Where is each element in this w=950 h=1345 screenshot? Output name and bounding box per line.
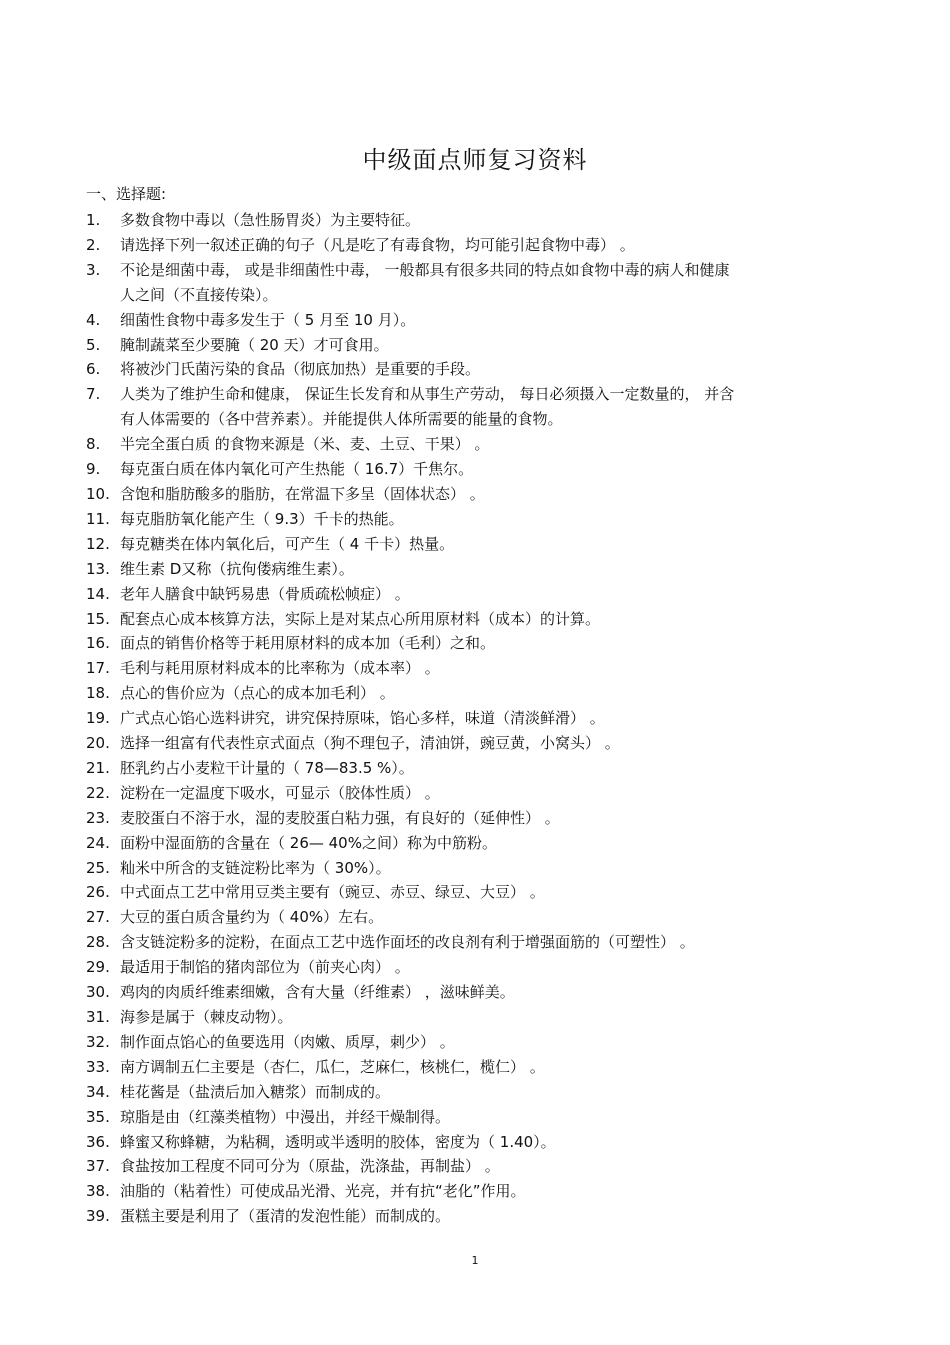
item-text: 制作面点馅心的鱼要选用（肉嫩、质厚，刺少） 。 — [120, 1032, 455, 1051]
item-number: 2. — [86, 235, 101, 254]
item-number: 9. — [86, 460, 101, 479]
item-number: 36. — [86, 1132, 110, 1151]
item-text: 每克糖类在体内氧化后，可产生（ 4 千卡）热量。 — [120, 534, 455, 553]
list-item — [86, 607, 886, 632]
item-number: 33. — [86, 1057, 110, 1076]
item-number: 11. — [86, 509, 110, 528]
item-number: 14. — [86, 584, 110, 603]
list-item — [86, 731, 886, 756]
page-title: 中级面点师复习资料 — [362, 146, 588, 174]
item-text: 将被沙门氏菌污染的食品（彻底加热）是重要的手段。 — [120, 360, 481, 379]
list-item — [86, 1030, 886, 1055]
item-number: 1. — [86, 211, 101, 229]
item-text: 淀粉在一定温度下吸水，可显示（胶体性质） 。 — [120, 783, 440, 802]
item-number: 7. — [86, 385, 101, 404]
page-number: 1 — [471, 1254, 479, 1267]
list-item — [86, 781, 886, 806]
list-item — [86, 308, 886, 333]
item-number: 26. — [86, 883, 110, 902]
item-text: 蛋糕主要是利用了（蛋清的发泡性能）而制成的。 — [120, 1207, 451, 1226]
item-number: 15. — [86, 609, 110, 628]
item-text: 麦胶蛋白不溶于水，湿的麦胶蛋白粘力强，有良好的（延伸性） 。 — [120, 808, 560, 827]
item-text: 蜂蜜又称蜂糖，为粘稠，透明或半透明的胶体，密度为（ 1.40）。 — [120, 1132, 556, 1151]
item-text-continuation: 人之间（不直接传染）。 — [120, 285, 278, 304]
item-number: 27. — [86, 908, 110, 927]
item-text: 琼脂是由（红藻类植物）中漫出，并经干燥制得。 — [120, 1107, 451, 1126]
list-item — [86, 208, 886, 233]
list-item — [86, 756, 886, 781]
item-text: 最适用于制馅的猪肉部位为（前夹心肉） 。 — [120, 958, 410, 977]
list-item — [86, 806, 886, 831]
question-list — [86, 208, 886, 1229]
item-number: 30. — [86, 983, 110, 1002]
item-text: 请选择下列一叙述正确的句子（凡是吃了有毒食物，均可能引起食物中毒） 。 — [120, 235, 635, 254]
item-number: 28. — [86, 933, 110, 952]
list-item — [86, 856, 886, 881]
item-text: 细菌性食物中毒多发生于（ 5 月至 10 月）。 — [120, 310, 416, 329]
item-number: 23. — [86, 808, 110, 827]
list-item — [86, 706, 886, 731]
item-text-continuation: 有人体需要的（各中营养素）。并能提供人体所需要的能量的食物。 — [120, 410, 563, 429]
list-item — [86, 1005, 886, 1030]
list-item — [86, 382, 886, 432]
section-heading: 一、选择题: — [86, 185, 167, 203]
item-text: 鸡肉的肉质纤维素细嫩，含有大量（纤维素） ，滋味鲜美。 — [120, 983, 515, 1002]
list-item — [86, 357, 886, 382]
list-item — [86, 681, 886, 706]
item-number: 16. — [86, 634, 110, 653]
item-text: 胚乳约占小麦粒干计量的（ 78—83.5 %）。 — [120, 758, 414, 777]
list-item — [86, 831, 886, 856]
item-text: 籼米中所含的支链淀粉比率为（ 30%）。 — [120, 858, 391, 877]
list-item — [86, 880, 886, 905]
item-text: 油脂的（粘着性）可使成品光滑、光亮，并有抗“老化”作用。 — [120, 1182, 526, 1201]
item-text: 海参是属于（棘皮动物）。 — [120, 1008, 293, 1026]
item-text: 含支链淀粉多的淀粉，在面点工艺中选作面坯的改良剂有利于增强面筋的（可塑性） 。 — [120, 933, 695, 952]
item-text: 腌制蔬菜至少要腌（ 20 天）才可食用。 — [120, 335, 389, 354]
item-number: 21. — [86, 758, 110, 777]
item-text: 多数食物中毒以（急性肠胃炎）为主要特征。 — [120, 211, 421, 229]
list-item — [86, 582, 886, 607]
list-item — [86, 333, 886, 358]
item-text: 每克脂肪氧化能产生（ 9.3）千卡的热能。 — [120, 509, 404, 528]
item-text: 毛利与耗用原材料成本的比率称为（成本率） 。 — [120, 659, 440, 678]
item-number: 31. — [86, 1008, 110, 1026]
list-item — [86, 258, 886, 308]
item-text: 人类为了维护生命和健康， 保证生长发育和从事生产劳动， 每日必须摄入一定数量的， 并含 — [120, 385, 735, 404]
item-text: 含饱和脂肪酸多的脂肪，在常温下多呈（固体状态） 。 — [120, 484, 485, 503]
item-text: 老年人膳食中缺钙易患（骨质疏松帧症） 。 — [120, 584, 410, 603]
list-item — [86, 507, 886, 532]
item-number: 24. — [86, 833, 110, 852]
item-text: 选择一组富有代表性京式面点（狗不理包子，清油饼，豌豆黄，小窝头） 。 — [120, 734, 620, 753]
item-number: 37. — [86, 1157, 110, 1176]
list-item — [86, 1204, 886, 1229]
list-item — [86, 1105, 886, 1130]
item-number: 20. — [86, 734, 110, 753]
item-text: 配套点心成本核算方法，实际上是对某点心所用原材料（成本）的计算。 — [120, 609, 601, 628]
item-text: 每克蛋白质在体内氧化可产生热能（ 16.7）千焦尔。 — [120, 460, 474, 479]
item-text: 广式点心馅心选料讲究，讲究保持原味，馅心多样，味道（清淡鲜滑） 。 — [120, 709, 605, 728]
item-text: 维生素 D又称（抗佝偻病维生素）。 — [120, 559, 354, 578]
item-number: 10. — [86, 484, 110, 503]
item-number: 13. — [86, 559, 110, 578]
list-item — [86, 233, 886, 258]
item-number: 4. — [86, 310, 101, 329]
list-item — [86, 930, 886, 955]
list-item — [86, 532, 886, 557]
item-text: 不论是细菌中毒， 或是非细菌性中毒， 一般都具有很多共同的特点如食物中毒的病人和健康 — [120, 260, 730, 279]
item-text: 南方调制五仁主要是（杏仁，瓜仁，芝麻仁，核桃仁，榄仁） 。 — [120, 1057, 545, 1076]
item-text: 食盐按加工程度不同可分为（原盐，洗涤盐，再制盐） 。 — [120, 1157, 500, 1176]
item-number: 5. — [86, 335, 101, 354]
list-item — [86, 432, 886, 457]
item-number: 3. — [86, 260, 101, 279]
item-number: 34. — [86, 1082, 110, 1101]
list-item — [86, 557, 886, 582]
list-item — [86, 482, 886, 507]
item-number: 25. — [86, 858, 110, 877]
item-number: 18. — [86, 684, 110, 703]
list-item — [86, 631, 886, 656]
item-number: 12. — [86, 534, 110, 553]
item-text: 大豆的蛋白质含量约为（ 40%）左右。 — [120, 908, 384, 927]
item-text: 点心的售价应为（点心的成本加毛利） 。 — [120, 684, 395, 703]
item-number: 8. — [86, 435, 101, 454]
list-item — [86, 1179, 886, 1204]
list-item — [86, 656, 886, 681]
list-item — [86, 1055, 886, 1080]
item-text: 面粉中湿面筋的含量在（ 26— 40%之间）称为中筋粉。 — [120, 833, 497, 852]
item-number: 35. — [86, 1107, 110, 1126]
item-number: 6. — [86, 360, 101, 379]
item-text: 桂花酱是（盐渍后加入糖浆）而制成的。 — [120, 1082, 391, 1101]
item-number: 39. — [86, 1207, 110, 1226]
list-item — [86, 1080, 886, 1105]
list-item — [86, 905, 886, 930]
item-number: 38. — [86, 1182, 110, 1201]
item-text: 中式面点工艺中常用豆类主要有（豌豆、赤豆、绿豆、大豆） 。 — [120, 883, 545, 902]
list-item — [86, 980, 886, 1005]
item-number: 32. — [86, 1032, 110, 1051]
list-item — [86, 1130, 886, 1155]
item-number: 17. — [86, 659, 110, 678]
list-item — [86, 457, 886, 482]
list-item — [86, 955, 886, 980]
item-number: 29. — [86, 958, 110, 977]
item-number: 22. — [86, 783, 110, 802]
item-number: 19. — [86, 709, 110, 728]
list-item — [86, 1154, 886, 1179]
item-text: 面点的销售价格等于耗用原材料的成本加（毛利）之和。 — [120, 634, 496, 653]
item-text: 半完全蛋白质 的食物来源是（米、麦、土豆、干果） 。 — [120, 435, 490, 454]
